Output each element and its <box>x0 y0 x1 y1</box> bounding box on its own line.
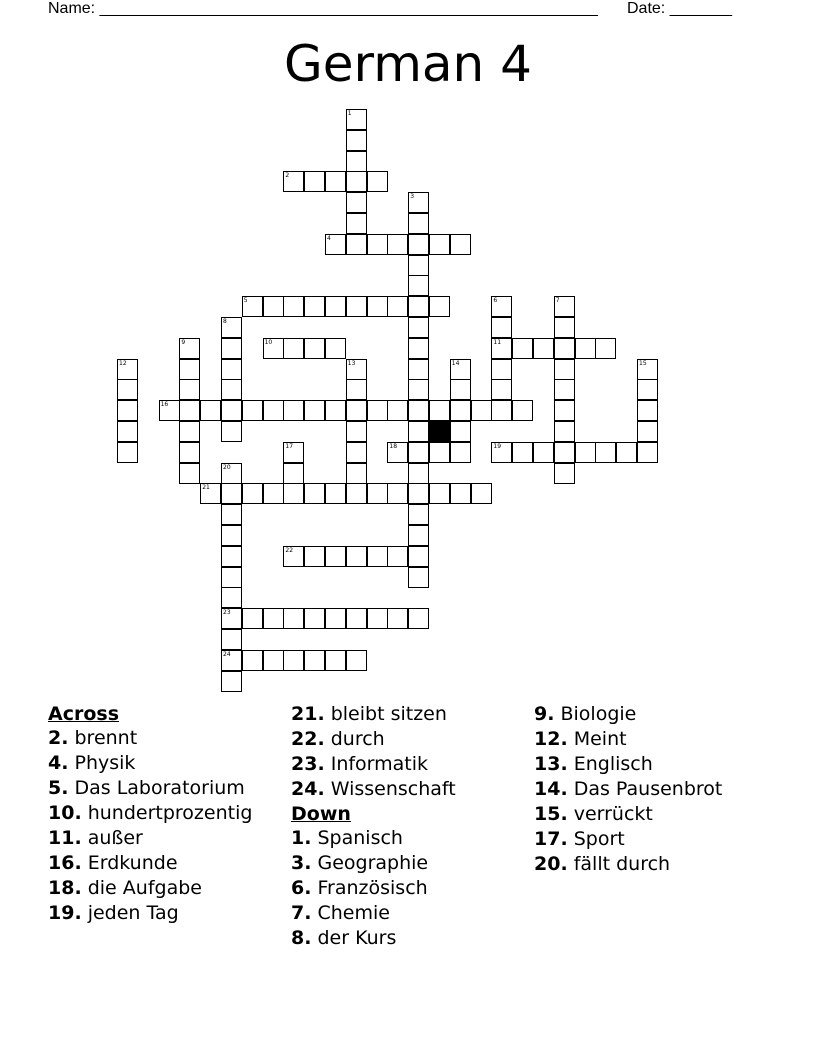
clue-number: 14 <box>451 359 460 367</box>
across-clue <box>48 801 284 825</box>
crossword-cell[interactable] <box>117 359 138 380</box>
clue-number: 11 <box>493 338 502 346</box>
crossword-cell[interactable] <box>263 296 284 317</box>
crossword-cell[interactable] <box>221 483 242 504</box>
down-clue <box>534 852 774 876</box>
crossword-cell[interactable] <box>304 608 325 629</box>
clue-number: 21 <box>202 484 210 492</box>
crossword-cell[interactable] <box>283 400 304 421</box>
crossword-cell[interactable] <box>408 608 429 629</box>
crossword-cell[interactable] <box>221 379 242 400</box>
crossword-cell[interactable] <box>304 171 325 192</box>
crossword-cell[interactable] <box>283 546 304 567</box>
clue-number: 18 <box>389 442 398 450</box>
down-clue <box>534 727 774 751</box>
crossword-cell[interactable] <box>346 650 367 671</box>
clue-text: Biologie <box>554 703 637 725</box>
crossword-cell[interactable] <box>408 234 429 255</box>
crossword-cell[interactable] <box>450 379 471 400</box>
across-clue <box>48 876 284 900</box>
date-field[interactable]: Date: _______ <box>627 0 732 17</box>
crossword-cell[interactable] <box>429 483 450 504</box>
clue-text: Geographie <box>311 852 429 874</box>
crossword-cell[interactable] <box>221 671 242 692</box>
clue-number-label: 23. <box>291 753 325 775</box>
clue-number-label: 8. <box>291 927 312 949</box>
crossword-cell[interactable] <box>283 442 304 463</box>
crossword-cell[interactable] <box>408 463 429 484</box>
clue-number-label: 18. <box>48 877 82 899</box>
crossword-cell[interactable] <box>491 338 512 359</box>
clue-number: 3 <box>410 193 415 201</box>
crossword-cell[interactable] <box>304 546 325 567</box>
crossword-cell[interactable] <box>491 296 512 317</box>
crossword-cell[interactable] <box>554 317 575 338</box>
crossword-cell[interactable] <box>367 608 388 629</box>
crossword-cell[interactable] <box>263 338 284 359</box>
crossword-cell[interactable] <box>346 442 367 463</box>
crossword-cell[interactable] <box>283 650 304 671</box>
crossword-cell[interactable] <box>367 400 388 421</box>
crossword-cell[interactable] <box>554 463 575 484</box>
crossword-cell[interactable] <box>221 338 242 359</box>
crossword-cell[interactable] <box>450 400 471 421</box>
clue-text: Sport <box>567 828 625 850</box>
crossword-cell[interactable] <box>221 463 242 484</box>
crossword-cell[interactable] <box>242 483 263 504</box>
across-clue <box>48 751 284 775</box>
crossword-cell[interactable] <box>346 234 367 255</box>
crossword-cell[interactable] <box>450 421 471 442</box>
crossword-cell[interactable] <box>283 608 304 629</box>
crossword-cell[interactable] <box>346 151 367 172</box>
crossword-cell[interactable] <box>346 379 367 400</box>
clue-number: 8 <box>223 318 227 325</box>
down-clue <box>291 851 527 875</box>
clue-text: jeden Tag <box>81 902 179 924</box>
crossword-cell[interactable] <box>221 629 242 650</box>
clue-text: die Aufgabe <box>81 877 202 899</box>
crossword-cell[interactable] <box>221 359 242 380</box>
crossword-cell[interactable] <box>346 192 367 213</box>
across-clue <box>48 776 284 800</box>
crossword-cell[interactable] <box>179 379 200 400</box>
crossword-cell[interactable] <box>367 171 388 192</box>
crossword-cell[interactable] <box>346 109 367 130</box>
crossword-cell[interactable] <box>408 192 429 213</box>
crossword-cell[interactable] <box>387 546 408 567</box>
clue-number: 16 <box>160 401 169 409</box>
clue-number: 7 <box>555 297 560 305</box>
clue-number: 1 <box>347 110 352 117</box>
clue-number-label: 22. <box>291 728 325 750</box>
crossword-cell[interactable] <box>325 338 346 359</box>
crossword-cell[interactable] <box>325 608 346 629</box>
clue-number-label: 6. <box>291 877 312 899</box>
crossword-cell[interactable] <box>408 504 429 525</box>
clue-text: Erdkunde <box>81 852 178 874</box>
crossword-cell[interactable] <box>221 504 242 525</box>
crossword-cell[interactable] <box>471 483 492 504</box>
clue-number-label: 13. <box>534 753 568 775</box>
crossword-cell[interactable] <box>242 608 263 629</box>
crossword-cell[interactable] <box>179 442 200 463</box>
crossword-cell[interactable] <box>554 400 575 421</box>
crossword-cell[interactable] <box>575 338 596 359</box>
clue-text: Physik <box>68 752 136 774</box>
crossword-cell[interactable] <box>637 379 658 400</box>
crossword-cell[interactable] <box>595 338 616 359</box>
crossword-cell[interactable] <box>367 234 388 255</box>
crossword-cell[interactable] <box>325 171 346 192</box>
clue-number: 4 <box>327 234 331 242</box>
clue-text: Das Pausenbrot <box>567 778 723 800</box>
crossword-cell[interactable] <box>450 359 471 380</box>
down-clue <box>534 752 774 776</box>
crossword-cell[interactable] <box>429 234 450 255</box>
name-field[interactable]: Name: ________________________________________________________ <box>48 0 598 17</box>
crossword-cell[interactable] <box>346 608 367 629</box>
clue-text: hundertprozentig <box>81 802 253 824</box>
clue-text: Englisch <box>567 753 653 775</box>
crossword-cell[interactable] <box>450 483 471 504</box>
crossword-cell[interactable] <box>117 421 138 442</box>
across-clue <box>291 702 527 726</box>
crossword-cell[interactable] <box>346 421 367 442</box>
crossword-cell[interactable] <box>408 275 429 296</box>
down-clue <box>534 777 774 801</box>
clue-text: Meint <box>567 728 627 750</box>
crossword-cell[interactable] <box>491 442 512 463</box>
crossword-cell[interactable] <box>346 546 367 567</box>
crossword-cell[interactable] <box>554 379 575 400</box>
clue-text: Informatik <box>324 753 429 775</box>
across-clue <box>291 752 527 776</box>
crossword-cell[interactable] <box>325 650 346 671</box>
clue-number: 6 <box>493 297 498 305</box>
crossword-cell[interactable] <box>367 483 388 504</box>
crossword-cell[interactable] <box>221 587 242 608</box>
crossword-cell[interactable] <box>408 213 429 234</box>
crossword-cell[interactable] <box>575 442 596 463</box>
clue-number-label: 12. <box>534 728 568 750</box>
clue-text: Das Laboratorium <box>68 777 245 799</box>
crossword-cell[interactable] <box>637 400 658 421</box>
clue-number-label: 7. <box>291 902 312 924</box>
crossword-cell[interactable] <box>242 650 263 671</box>
crossword-cell[interactable] <box>221 421 242 442</box>
across-clues-part2 <box>291 702 527 801</box>
crossword-cell[interactable] <box>554 359 575 380</box>
crossword-cell[interactable] <box>263 650 284 671</box>
crossword-cell[interactable] <box>408 421 429 442</box>
clue-column-1 <box>48 702 284 926</box>
clue-text: verrückt <box>567 803 653 825</box>
clue-text: Spanisch <box>311 827 403 849</box>
across-clue <box>48 851 284 875</box>
down-clue <box>291 901 527 925</box>
crossword-cell[interactable] <box>346 400 367 421</box>
clue-text: fällt durch <box>567 853 671 875</box>
crossword-cell[interactable] <box>554 421 575 442</box>
crossword-cell[interactable] <box>200 483 221 504</box>
clue-number-label: 15. <box>534 803 568 825</box>
crossword-cell[interactable] <box>554 442 575 463</box>
crossword-cell[interactable] <box>491 317 512 338</box>
crossword-cell[interactable] <box>346 213 367 234</box>
clue-number-label: 9. <box>534 703 555 725</box>
crossword-black-cell <box>429 421 450 442</box>
clue-number-label: 20. <box>534 853 568 875</box>
down-clue <box>291 826 527 850</box>
down-heading: Down <box>291 803 351 825</box>
clue-number: 24 <box>223 650 231 658</box>
crossword-cell[interactable] <box>325 234 346 255</box>
clue-number-label: 1. <box>291 827 312 849</box>
clue-number: 15 <box>639 359 647 367</box>
clue-text: Chemie <box>311 902 390 924</box>
crossword-cell[interactable] <box>512 400 533 421</box>
clue-column-2 <box>291 702 527 951</box>
crossword-cell[interactable] <box>283 463 304 484</box>
crossword-cell[interactable] <box>325 483 346 504</box>
clue-text: bleibt sitzen <box>324 703 447 725</box>
clue-text: brennt <box>68 727 138 749</box>
crossword-cell[interactable] <box>221 546 242 567</box>
crossword-cell[interactable] <box>263 483 284 504</box>
clue-number-label: 2. <box>48 727 69 749</box>
crossword-cell[interactable] <box>408 317 429 338</box>
crossword-cell[interactable] <box>325 546 346 567</box>
crossword-cell[interactable] <box>637 421 658 442</box>
clue-number-label: 5. <box>48 777 69 799</box>
clue-number: 20 <box>223 463 231 471</box>
crossword-cell[interactable] <box>179 421 200 442</box>
clue-number: 19 <box>493 442 502 450</box>
crossword-cell[interactable] <box>450 234 471 255</box>
across-clue <box>48 901 284 925</box>
crossword-cell[interactable] <box>263 400 284 421</box>
crossword-cell[interactable] <box>637 442 658 463</box>
across-heading: Across <box>48 703 120 725</box>
page-title: German 4 <box>284 35 532 93</box>
crossword-cell[interactable] <box>221 400 242 421</box>
crossword-cell[interactable] <box>616 442 637 463</box>
down-clue <box>291 926 527 950</box>
clue-number: 12 <box>119 359 127 367</box>
crossword-cell[interactable] <box>595 442 616 463</box>
crossword-cell[interactable] <box>408 525 429 546</box>
clue-text: Französisch <box>311 877 428 899</box>
clue-number: 17 <box>285 442 294 450</box>
crossword-cell[interactable] <box>387 234 408 255</box>
crossword-cell[interactable] <box>512 338 533 359</box>
down-clue <box>534 702 774 726</box>
clue-number: 23 <box>223 609 231 617</box>
crossword-cell[interactable] <box>304 400 325 421</box>
crossword-cell[interactable] <box>408 359 429 380</box>
crossword-cell[interactable] <box>304 296 325 317</box>
crossword-cell[interactable] <box>408 567 429 588</box>
crossword-cell[interactable] <box>346 463 367 484</box>
crossword-cell[interactable] <box>408 546 429 567</box>
crossword-cell[interactable] <box>304 338 325 359</box>
clue-text: Wissenschaft <box>324 778 456 800</box>
clue-number-label: 19. <box>48 902 82 924</box>
crossword-cell[interactable] <box>221 567 242 588</box>
crossword-cell[interactable] <box>471 400 492 421</box>
across-clue <box>291 727 527 751</box>
crossword-cell[interactable] <box>117 442 138 463</box>
clue-text: der Kurs <box>311 927 397 949</box>
clue-number: 9 <box>181 338 186 346</box>
crossword-cell[interactable] <box>387 296 408 317</box>
clue-number-label: 24. <box>291 778 325 800</box>
across-clue <box>291 777 527 801</box>
clue-number: 2 <box>285 172 290 180</box>
down-clue <box>534 827 774 851</box>
crossword-cell[interactable] <box>367 296 388 317</box>
crossword-cell[interactable] <box>533 338 554 359</box>
crossword-cell[interactable] <box>387 483 408 504</box>
clue-number-label: 3. <box>291 852 312 874</box>
crossword-cell[interactable] <box>221 608 242 629</box>
clue-number: 13 <box>347 359 356 367</box>
crossword-cell[interactable] <box>179 359 200 380</box>
clue-number-label: 10. <box>48 802 82 824</box>
crossword-cell[interactable] <box>554 296 575 317</box>
crossword-cell[interactable] <box>346 171 367 192</box>
crossword-cell[interactable] <box>325 400 346 421</box>
crossword-cell[interactable] <box>242 296 263 317</box>
crossword-cell[interactable] <box>346 296 367 317</box>
crossword-cell[interactable] <box>491 400 512 421</box>
crossword-cell[interactable] <box>346 359 367 380</box>
clue-number-label: 14. <box>534 778 568 800</box>
crossword-cell[interactable] <box>408 296 429 317</box>
crossword-cell[interactable] <box>491 359 512 380</box>
crossword-cell[interactable] <box>387 608 408 629</box>
crossword-cell[interactable] <box>387 442 408 463</box>
crossword-cell[interactable] <box>637 359 658 380</box>
crossword-cell[interactable] <box>367 546 388 567</box>
crossword-cell[interactable] <box>200 400 221 421</box>
clue-text: außer <box>81 827 143 849</box>
crossword-cell[interactable] <box>450 442 471 463</box>
clue-number-label: 11. <box>48 827 82 849</box>
down-clue <box>534 802 774 826</box>
crossword-cell[interactable] <box>387 400 408 421</box>
crossword-cell[interactable] <box>283 483 304 504</box>
crossword-cell[interactable] <box>533 442 554 463</box>
clue-number: 22 <box>285 546 294 554</box>
crossword-cell[interactable] <box>221 650 242 671</box>
crossword-cell[interactable] <box>491 379 512 400</box>
crossword-cell[interactable] <box>304 650 325 671</box>
across-clue <box>48 826 284 850</box>
crossword-cell[interactable] <box>325 296 346 317</box>
crossword-cell[interactable] <box>408 338 429 359</box>
crossword-cell[interactable] <box>408 400 429 421</box>
crossword-cell[interactable] <box>408 379 429 400</box>
across-clue <box>48 726 284 750</box>
clue-number: 5 <box>243 297 248 305</box>
crossword-cell[interactable] <box>263 608 284 629</box>
clue-number-label: 4. <box>48 752 69 774</box>
clue-column-3 <box>534 702 774 877</box>
crossword-cell[interactable] <box>429 400 450 421</box>
crossword-cell[interactable] <box>283 171 304 192</box>
crossword-cell[interactable] <box>179 400 200 421</box>
crossword-cell[interactable] <box>159 400 180 421</box>
clue-number: 10 <box>264 338 273 346</box>
crossword-cell[interactable] <box>179 338 200 359</box>
across-clues-part1 <box>48 726 284 925</box>
crossword-cell[interactable] <box>117 379 138 400</box>
crossword-cell[interactable] <box>408 255 429 276</box>
down-clues-part2 <box>534 702 774 876</box>
crossword-cell[interactable] <box>242 400 263 421</box>
crossword-cell[interactable] <box>117 400 138 421</box>
crossword-cell[interactable] <box>283 338 304 359</box>
crossword-cell[interactable] <box>408 442 429 463</box>
clue-number-label: 21. <box>291 703 325 725</box>
down-clue <box>291 876 527 900</box>
crossword-cell[interactable] <box>554 338 575 359</box>
crossword-cell[interactable] <box>179 463 200 484</box>
clue-number-label: 17. <box>534 828 568 850</box>
crossword-cell[interactable] <box>283 296 304 317</box>
crossword-cell[interactable] <box>346 483 367 504</box>
clue-number-label: 16. <box>48 852 82 874</box>
crossword-cell[interactable] <box>512 442 533 463</box>
crossword-cell[interactable] <box>221 317 242 338</box>
clue-text: durch <box>324 728 385 750</box>
crossword-cell[interactable] <box>429 296 450 317</box>
crossword-cell[interactable] <box>408 483 429 504</box>
crossword-cell[interactable] <box>221 525 242 546</box>
down-clues-part1 <box>291 826 527 950</box>
crossword-cell[interactable] <box>304 483 325 504</box>
crossword-cell[interactable] <box>346 130 367 151</box>
crossword-cell[interactable] <box>429 442 450 463</box>
